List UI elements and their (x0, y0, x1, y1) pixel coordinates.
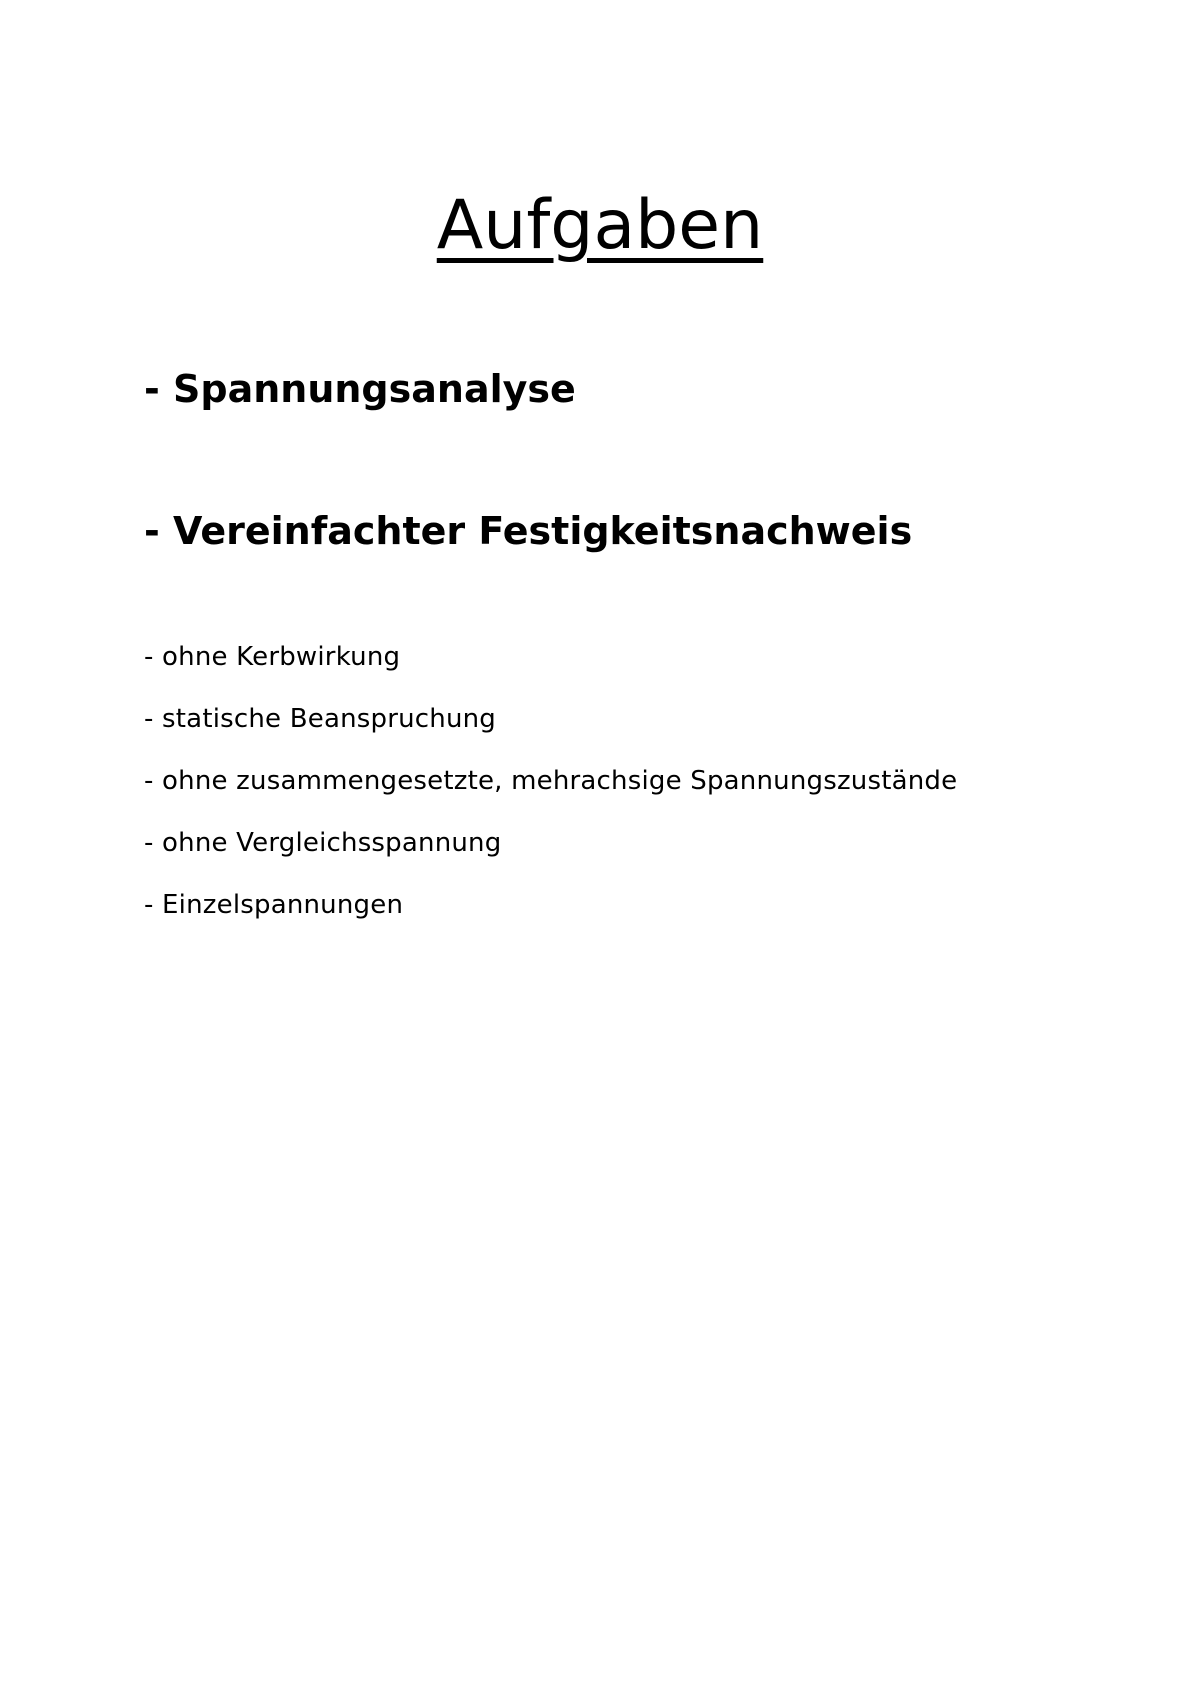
list-item: - statische Beanspruchung (144, 704, 497, 734)
list-item: - ohne Vergleichsspannung (144, 828, 502, 858)
main-item-spannungsanalyse: - Spannungsanalyse (144, 367, 576, 411)
main-item-festigkeitsnachweis: - Vereinfachter Festigkeitsnachweis (144, 509, 913, 553)
list-item: - ohne Kerbwirkung (144, 642, 401, 672)
list-item: - ohne zusammengesetzte, mehrachsige Spannungszustände (144, 766, 958, 796)
sub-item-list (144, 640, 957, 950)
page-title-text: Aufgaben (436, 186, 764, 265)
page-title (0, 186, 1200, 266)
list-item: - Einzelspannungen (144, 890, 404, 920)
